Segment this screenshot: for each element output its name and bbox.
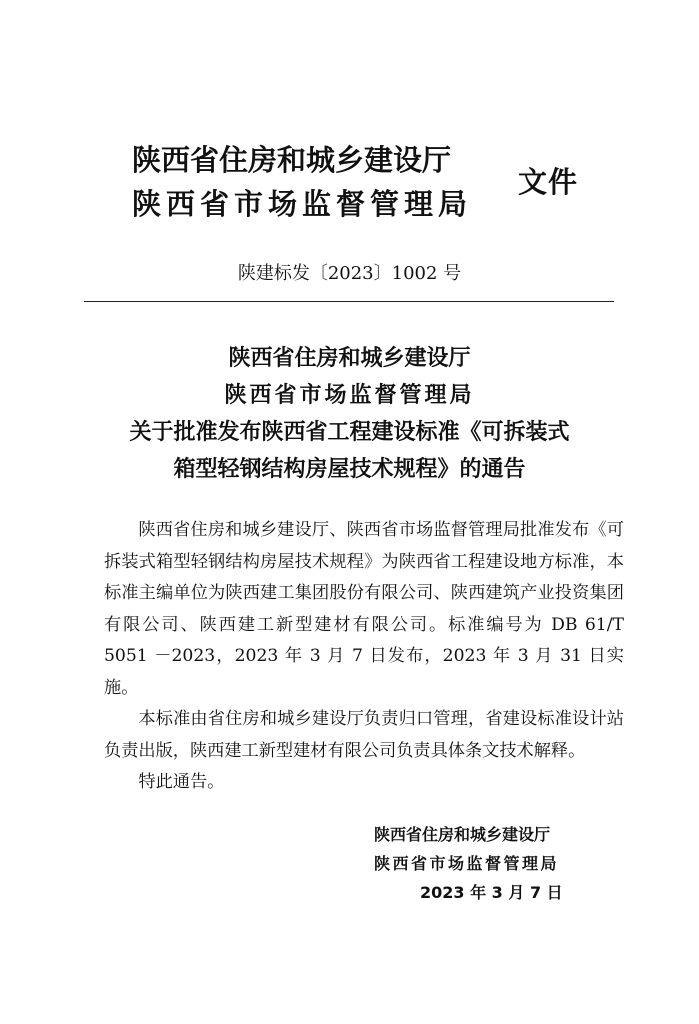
header-divider <box>84 301 614 302</box>
signature-block <box>374 820 563 907</box>
title-line-4: 箱型轻钢结构房屋技术规程》的通告 <box>173 456 526 482</box>
issuer-name-1: 陕西省住房和城乡建设厅 <box>132 143 452 177</box>
signature-date: 2023 年 3 月 7 日 <box>420 883 563 902</box>
title-line-1: 陕西省住房和城乡建设厅 <box>228 345 471 371</box>
title-line-3: 关于批准发布陕西省工程建设标准《可拆装式 <box>129 419 570 445</box>
body-paragraph-2: 本标准由省住房和城乡建设厅负责归口管理，省建设标准设计站负责出版，陕西建工新型建材有限公司负责具体条文技术解释。 <box>104 709 624 761</box>
notice-body <box>104 515 624 799</box>
signature-org-2: 陕西省市场监督管理局 <box>374 854 560 873</box>
document-number: 陕建标发〔2023〕1002 号 <box>237 263 462 284</box>
issuer-name-2: 陕西省市场监督管理局 <box>132 187 473 221</box>
notice-title <box>0 340 699 488</box>
body-paragraph-3: 特此通告。 <box>138 772 225 792</box>
issuer-block <box>132 138 472 226</box>
body-paragraph-1: 陕西省住房和城乡建设厅、陕西省市场监督管理局批准发布《可拆装式箱型轻钢结构房屋技术规程》为陕西省工程建设地方标准，本标准主编单位为陕西建工集团股份有限公司、陕西建筑产业投资集团有限公司、陕西建工新型建材有限公司。标准编号为 DB 61/T 5051 －2023，2023 年 3 月 7 日发布，2023 年 3 月 31 日实施。 <box>104 520 624 698</box>
signature-org-1: 陕西省住房和城乡建设厅 <box>374 825 551 844</box>
title-line-2: 陕西省市场监督管理局 <box>224 382 475 408</box>
document-label: 文件 <box>518 165 579 199</box>
